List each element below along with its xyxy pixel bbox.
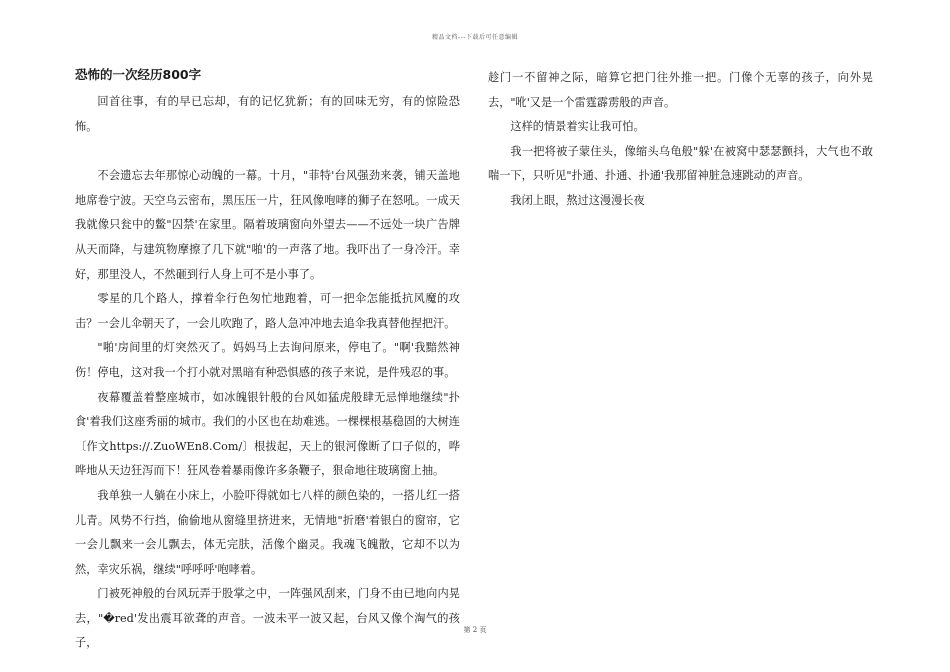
paragraph: 零星的几个路人，撑着伞行色匆忙地跑着，可一把伞怎能抵抗风魔的攻击？一会儿伞朝天了，一会儿吹跑了，路人急冲冲地去追伞我真替他捏把汗。 — [75, 292, 460, 330]
paragraph: 我闭上眼，熬过这漫漫长夜 — [510, 193, 645, 207]
paragraph-continued: 趁门一不留神之际，暗算它把门往外推一把。门像个无辜的孩子，向外晃去，"吪'又是一个雷霆霹雳般的声音。 — [488, 71, 873, 109]
paragraph-gap — [75, 139, 460, 164]
paragraph: 不会遗忘去年那惊心动魄的一幕。十月，"菲特'台风强劲来袭，铺天盖地地席卷宁波。天空乌云密布，黑压压一片，狂风像咆哮的狮子在怒吼。一成天我就像只瓮中的鳖"囚禁'在家里。隔着玻璃窗向外望去——不远处一块广告牌从天而降，与建筑物摩擦了几下就"啪'的一声落了地。我吓出了一身冷汗。幸好，那里没人，不然砸到行人身上可不是小事了。 — [75, 169, 460, 281]
left-column — [75, 66, 460, 656]
paragraph: 门被死神般的台风玩弄于股掌之中，一阵强风刮来，门身不由已地向内晃去，"�red'发出震耳欲聋的声音。一波未平一波又起，台风又像个淘气的孩子， — [75, 587, 460, 650]
paragraph: 夜幕覆盖着整座城市，如冰魄银针般的台风如猛虎般肆无忌惮地继续"扑食'着我们这座秀丽的城市。我们的小区也在劫难逃。一棵棵根基稳固的大树连〔作文https://.ZuoWEn8.Com/〕根拔起，天上的银河像断了口子似的，哗哗地从天边狂泻而下！狂风卷着暴雨像许多条鞭子，狠命地往玻璃窗上抽。 — [75, 390, 460, 478]
paragraph: 我单独一人躺在小床上，小脸吓得就如七八样的颜色染的，一搭儿红一搭儿青。风势不行挡，偷偷地从窗缝里挤进来，无情地"折磨'着银白的窗帘，它一会儿飘来一会儿飘去，体无完肤，活像个幽灵。我魂飞魄散，它却不以为然，幸灾乐祸，继续"呼呼呼'咆哮着。 — [75, 488, 460, 576]
paragraph: 我一把将被子蒙住头，像缩头乌龟般"躲'在被窝中瑟瑟颤抖，大气也不敢喘一下，只听见"扑通、扑通、扑通'我那留神脏急速跳动的声音。 — [488, 144, 873, 183]
paragraph: "啪'房间里的灯突然灭了。妈妈马上去询问原来，停电了。"啊'我黯然神伤！停电，这对我一个打小就对黑暗有种恐惧感的孩子来说，是件残忍的事。 — [75, 341, 460, 379]
article-title: 恐怖的一次经历800字 — [75, 67, 202, 82]
paragraph: 这样的情景着实让我可怕。 — [510, 120, 645, 134]
header-note: 精品文档---下载后可任意编辑 — [432, 34, 518, 41]
page-number: 第 2 页 — [463, 626, 487, 634]
paragraph-intro: 回首往事，有的早已忘却，有的记忆犹新；有的回味无穷，有的惊险恐怖。 — [75, 95, 460, 133]
right-column — [488, 66, 873, 214]
